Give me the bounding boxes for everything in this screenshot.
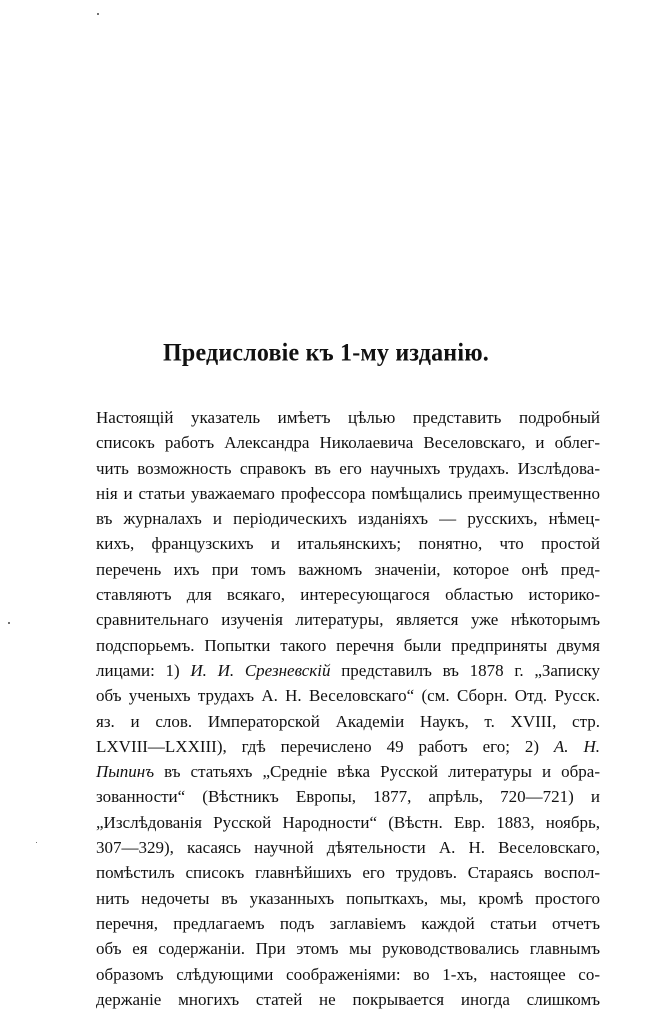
text-line: Настоящій указатель имѣетъ цѣлью представить подробный (96, 408, 600, 427)
text-segment: LXVIII—LXXIII), гдѣ перечислено 49 работъ его; 2) (96, 736, 539, 756)
text-line: кихъ, французскихъ и итальянскихъ; понятно, что простой (96, 534, 600, 554)
speck (97, 13, 99, 15)
text-line: образомъ слѣдующими соображеніями: во 1-хъ, настоящее со- (96, 964, 600, 984)
text-line: помѣстилъ списокъ главнѣйшихъ его трудовъ. Стараясь воспол- (96, 863, 600, 883)
text-line (96, 759, 600, 784)
text-line: чить возможность справокъ въ его научныхъ трудахъ. Изслѣдова- (96, 458, 600, 478)
text-line: держаніе многихъ статей не покрывается иногда слишкомъ (96, 989, 600, 1009)
text-line: объ ея содержаніи. При этомъ мы руководствовались главнымъ (96, 939, 600, 959)
text-line: ставляютъ для всякаго, интересующагося областью историко- (96, 585, 600, 605)
author-name-italic: И. И. Срезневскій (190, 660, 331, 680)
text-segment: лицами: 1) (96, 660, 180, 680)
text-line (96, 734, 600, 759)
text-line: нія и статьи уважаемаго профессора помѣщались преимущественно (96, 483, 600, 503)
text-line: въ журналахъ и періодическихъ изданіяхъ — русскихъ, нѣмец- (96, 509, 600, 529)
text-line: списокъ работъ Александра Николаевича Веселовскаго, и облег- (96, 433, 600, 453)
text-line: перечня, предлагаемъ подъ заглавіемъ каждой статьи отчетъ (96, 913, 600, 933)
text-line: подспорьемъ. Попытки такого перечня были предприняты двумя (96, 635, 600, 655)
text-line: объ ученыхъ трудахъ А. Н. Веселовскаго“ (см. Сборн. Отд. Русск. (96, 686, 600, 706)
text-line: нить недочеты въ указанныхъ попыткахъ, мы, кромѣ простого (96, 888, 600, 908)
author-name-italic: Пыпинъ (96, 762, 155, 782)
text-segment: въ статьяхъ „Средніе вѣка Русской литературы и обра- (164, 762, 601, 782)
text-segment: представилъ въ 1878 г. „Записку (341, 660, 601, 680)
speck (8, 622, 10, 624)
text-line (96, 658, 600, 683)
page-title: Предисловіе къ 1-му изданію. (163, 339, 489, 367)
text-line: перечень ихъ при томъ важномъ значеніи, которое онѣ пред- (96, 559, 600, 579)
author-name-italic: А. Н. (553, 736, 600, 756)
text-line: 307—329), касаясь научной дѣятельности А. Н. Веселовскаго, (96, 838, 600, 858)
text-line: „Изслѣдованія Русской Народности“ (Вѣстн. Евр. 1883, ноябрь, (96, 812, 600, 832)
speck (36, 842, 37, 843)
text-line: яз. и слов. Императорской Академіи Наукъ, т. XVIII, стр. (96, 711, 600, 731)
preface-body (96, 405, 600, 1012)
text-line: зованности“ (Вѣстникъ Европы, 1877, апрѣль, 720—721) и (96, 787, 600, 807)
text-line: сравнительнаго изученія литературы, является уже нѣкоторымъ (96, 610, 600, 630)
